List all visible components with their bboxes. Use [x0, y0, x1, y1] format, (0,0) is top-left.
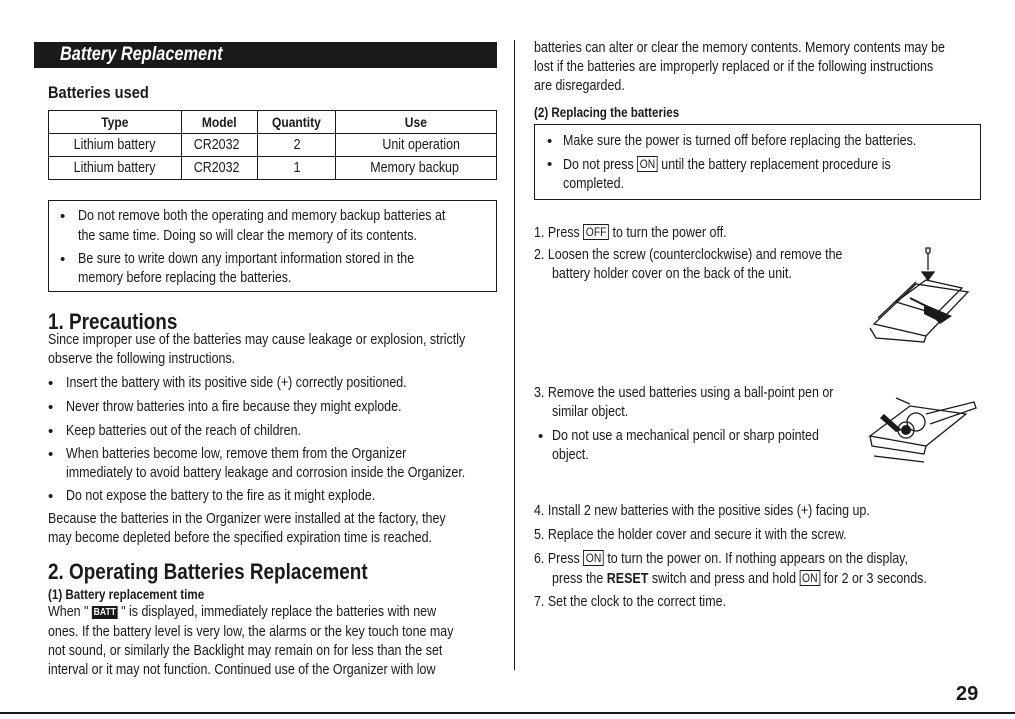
table-cell: 1 — [258, 157, 336, 180]
bullet-mark: • — [48, 488, 54, 505]
table-header-row — [49, 111, 497, 134]
caution-text: completed. — [563, 176, 625, 192]
step-line: Do not use a mechanical pencil or sharp pointed — [552, 428, 819, 444]
bullet-mark: • — [547, 133, 553, 150]
bullet-mark: • — [48, 399, 54, 416]
warning-text: Be sure to write down any important information stored in the — [78, 251, 415, 267]
on-key-icon: ON — [637, 156, 658, 172]
paragraph-line: are disregarded. — [534, 78, 625, 94]
table-header-cell: Type — [49, 111, 182, 134]
page-number: 29 — [956, 683, 979, 705]
table-header-cell: Quantity — [258, 111, 336, 134]
table-cell: CR2032 — [181, 134, 258, 157]
paragraph-line: ones. If the battery level is very low, the alarms or the key touch tone may — [48, 624, 454, 640]
subheading: (2) Replacing the batteries — [534, 105, 680, 120]
paragraph-line: observe the following instructions. — [48, 351, 236, 367]
list-item: Insert the battery with its positive side (+) correctly positioned. — [66, 375, 407, 391]
bullet-mark: • — [48, 375, 54, 392]
paragraph-line: interval or it may not function. Continued use of the Organizer with low — [48, 662, 436, 678]
step-line: 1. Press OFF to turn the power off. — [534, 225, 727, 241]
caution-text: Do not press ON until the battery replacement procedure is — [563, 157, 891, 173]
banner-title: Battery Replacement — [60, 44, 223, 65]
arrow-icon — [880, 414, 902, 432]
table-cell: CR2032 — [181, 157, 258, 180]
paragraph-line: may become depleted before the specified expiration time is reached. — [48, 530, 433, 546]
table-cell: Lithium battery — [49, 157, 182, 180]
column-divider — [514, 40, 515, 670]
list-item: When batteries become low, remove them from the Organizer — [66, 446, 407, 462]
table-header-cell: Use — [336, 111, 497, 134]
table-cell: Unit operation — [336, 134, 497, 157]
warning-text: the same time. Doing so will clear the memory of its contents. — [78, 228, 417, 244]
step-line: 5. Replace the holder cover and secure it with the screw. — [534, 527, 847, 543]
table-row — [49, 134, 497, 157]
paragraph-line: batteries can alter or clear the memory contents. Memory contents may be — [534, 40, 945, 56]
screw-icon — [926, 248, 930, 254]
caution-text: Make sure the power is turned off before replacing the batteries. — [563, 133, 917, 149]
paragraph-line: not sound, or similarly the Backlight may remain on for less than the set — [48, 643, 443, 659]
bullet-mark: • — [60, 208, 66, 225]
paragraph-line: Because the batteries in the Organizer were installed at the factory, they — [48, 511, 446, 527]
list-item: Never throw batteries into a fire because they might explode. — [66, 399, 402, 415]
step-line: press the RESET switch and press and hold ON for 2 or 3 seconds. — [552, 571, 927, 587]
step-line: 6. Press ON to turn the power on. If nothing appears on the display, — [534, 551, 908, 567]
batteries-table — [48, 110, 497, 180]
step-line: 7. Set the clock to the correct time. — [534, 594, 726, 610]
table-cell: Lithium battery — [49, 134, 182, 157]
battery-indicator-icon: BATT — [93, 607, 116, 618]
list-item: immediately to avoid battery leakage and corrosion inside the Organizer. — [66, 465, 466, 481]
bullet-mark: • — [60, 251, 66, 268]
off-key-icon: OFF — [583, 224, 609, 240]
precautions-heading: 1. Precautions — [48, 309, 178, 334]
step-line: similar object. — [552, 404, 629, 420]
paragraph-line: lost if the batteries are improperly replaced or if the following instructions — [534, 59, 934, 75]
paragraph-line: When " BATT " is displayed, immediately replace the batteries with new — [48, 604, 437, 620]
table-cell: Memory backup — [336, 157, 497, 180]
step-line: 3. Remove the used batteries using a ball-point pen or — [534, 385, 834, 401]
bullet-mark: • — [48, 446, 54, 463]
paragraph-line: Since improper use of the batteries may cause leakage or explosion, strictly — [48, 332, 466, 348]
bullet-mark: • — [48, 423, 54, 440]
operating-heading: 2. Operating Batteries Replacement — [48, 559, 368, 584]
on-key-icon: ON — [583, 550, 604, 566]
subheading: (1) Battery replacement time — [48, 587, 205, 602]
table-row — [49, 157, 497, 180]
section-banner — [34, 42, 497, 68]
table-header-cell: Model — [181, 111, 258, 134]
warning-text: memory before replacing the batteries. — [78, 270, 292, 286]
bullet-mark: • — [538, 428, 544, 445]
on-key-icon: ON — [799, 570, 820, 586]
bullet-mark: • — [547, 156, 553, 173]
reset-label: RESET — [606, 571, 649, 587]
cover-removal-illustration — [866, 244, 976, 344]
battery-removal-illustration — [866, 384, 980, 468]
step-line: 4. Install 2 new batteries with the positive sides (+) facing up. — [534, 503, 870, 519]
list-item: Keep batteries out of the reach of children. — [66, 423, 302, 439]
table-cell: 2 — [258, 134, 336, 157]
list-item: Do not expose the battery to the fire as it might explode. — [66, 488, 376, 504]
step-line: object. — [552, 447, 589, 463]
bottom-rule — [0, 712, 1015, 714]
step-line: battery holder cover on the back of the unit. — [552, 266, 792, 282]
warning-text: Do not remove both the operating and memory backup batteries at — [78, 208, 446, 224]
step-line: 2. Loosen the screw (counterclockwise) and remove the — [534, 247, 843, 263]
batteries-used-heading: Batteries used — [48, 83, 149, 102]
